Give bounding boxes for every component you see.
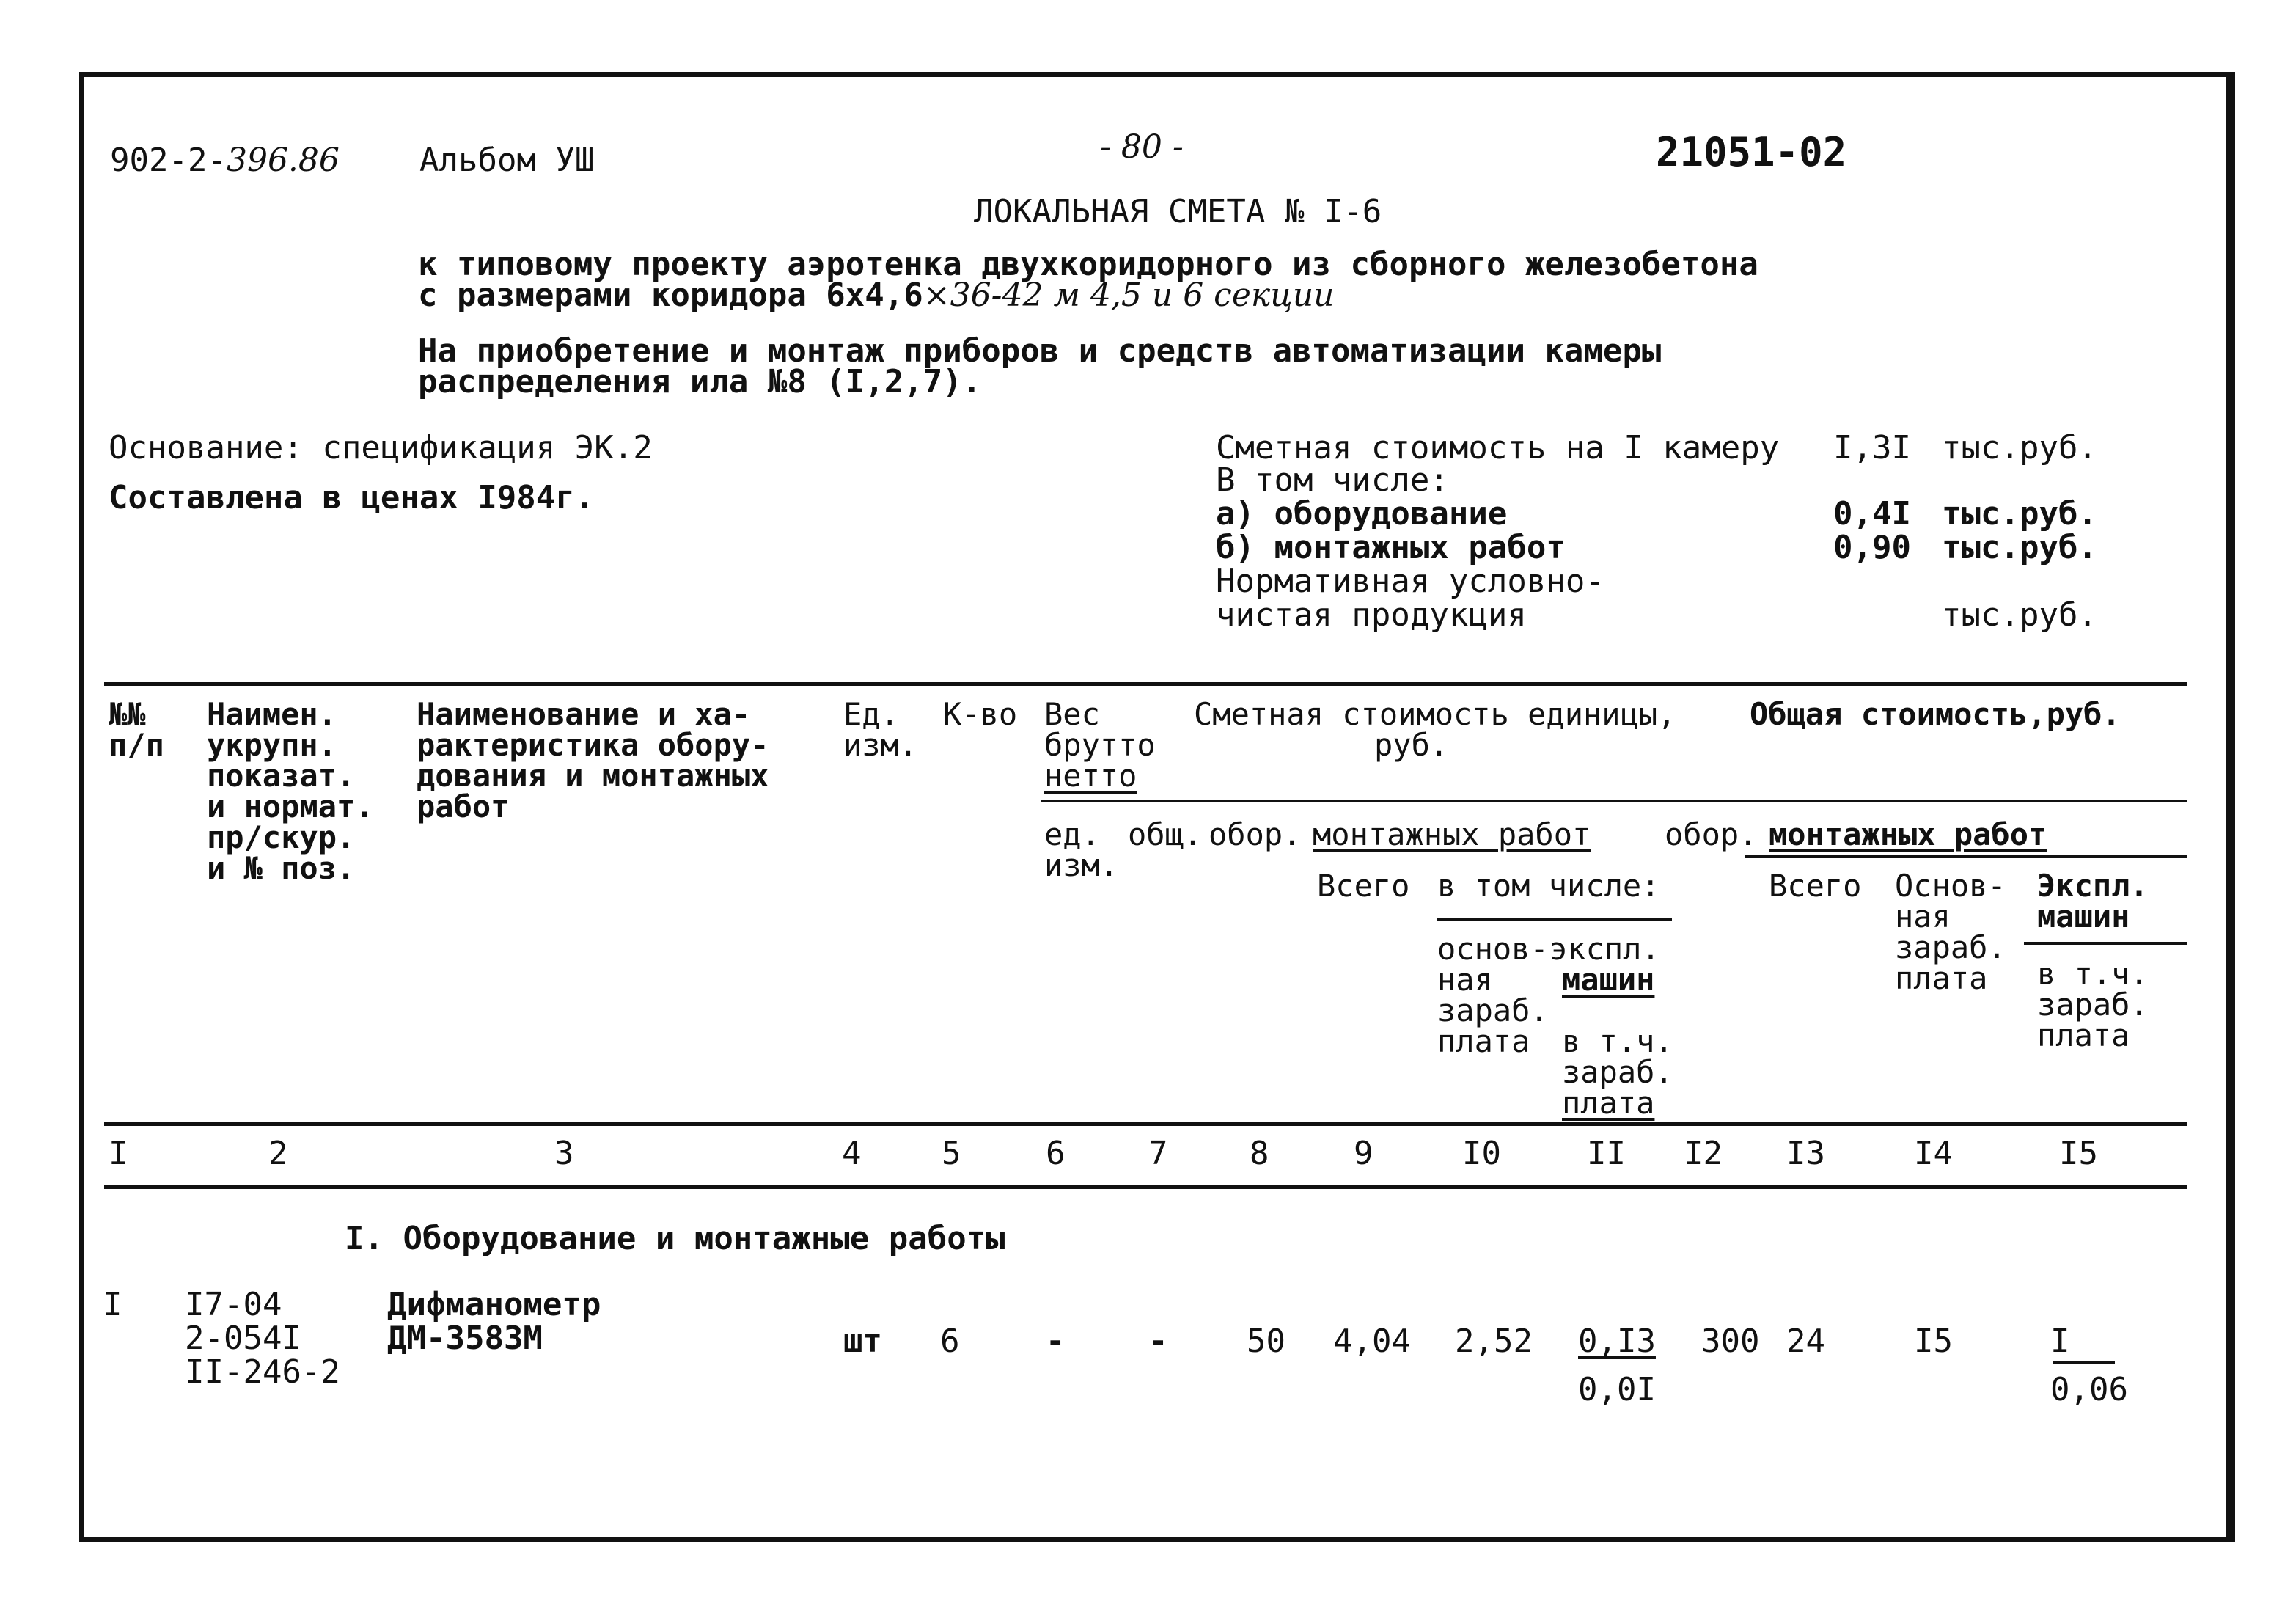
header-vtch-2-line1: в т.ч. [2037, 956, 2149, 992]
column-numbers-bottom-rule [104, 1185, 2187, 1189]
header-rule-total-mont [1745, 855, 2187, 858]
header-unit-cost-line1: Сметная стоимость единицы, [1194, 696, 1676, 732]
col-number-14: I4 [1914, 1135, 1953, 1172]
header-ed-izm-line1: ед. [1044, 816, 1100, 852]
purpose-line-2: распределения ила №8 (I,2,7). [418, 363, 982, 400]
header-weight-line3: нетто [1044, 758, 1137, 794]
header-mont-works-total: монтажных работ [1769, 816, 2047, 852]
row-ekspl-zp-total: 0,06 [2050, 1371, 2128, 1408]
subtitle-line-2: с размерами коридора 6х4,6×36-42 м 4,5 и 6 секции [418, 277, 1335, 314]
header-vtch-1-line1: в т.ч. [1562, 1023, 1673, 1059]
row-code-line3: II-246-2 [185, 1353, 340, 1391]
col-number-15: I5 [2059, 1135, 2098, 1172]
page-number: - 80 - [1100, 128, 1184, 166]
header-col2-line6: и № поз. [207, 850, 356, 886]
header-weight-line2: брутто [1044, 727, 1156, 763]
project-code: 902-2-396.86 [110, 142, 340, 179]
cost-equipment-label: а) оборудование [1216, 495, 1508, 533]
header-osnov-1-line1: основ- [1437, 931, 1549, 967]
header-osnov-2-line4: плата [1895, 960, 1988, 996]
header-mont-works: монтажных работ [1313, 816, 1591, 852]
cost-equipment-value: 0,4I [1833, 495, 1911, 533]
row-osnov-zp-total: I5 [1914, 1323, 1953, 1360]
col-number-8: 8 [1250, 1135, 1269, 1172]
row-number: I [103, 1286, 122, 1323]
cost-equipment-unit: тыс.руб. [1942, 495, 2097, 533]
col-number-9: 9 [1354, 1135, 1373, 1172]
basis-specification: Основание: спецификация ЭК.2 [109, 429, 653, 467]
col-number-11: II [1587, 1135, 1626, 1172]
row-name-line1: Дифманометр [387, 1286, 601, 1323]
table-top-rule [104, 682, 2187, 686]
col-number-12: I2 [1684, 1135, 1723, 1172]
cost-including: В том числе: [1216, 461, 1449, 499]
album-label: Альбом УШ [419, 142, 595, 179]
header-rule-ekspl [2024, 942, 2187, 945]
header-obor-total: обор. [1665, 816, 1758, 852]
document-title: ЛОКАЛЬНАЯ СМЕТА № I-6 [974, 193, 1382, 230]
col-number-10: I0 [1462, 1135, 1501, 1172]
header-col3-line3: дования и монтажных [417, 758, 769, 794]
header-col4-line1: Ед. [843, 696, 899, 732]
row-ekspl-total: I [2050, 1323, 2070, 1360]
normative-label-2: чистая продукция [1216, 596, 1527, 634]
col-number-3: 3 [554, 1135, 574, 1172]
section-title: I. Оборудование и монтажные работы [345, 1220, 1005, 1257]
row-ekspl-total-underline [2053, 1361, 2115, 1364]
header-obshch: общ. [1128, 816, 1203, 852]
subtitle-line-1: к типовому проекту аэротенка двухкоридорного из сборного железобетона [418, 246, 1758, 283]
normative-label-1: Нормативная условно- [1216, 563, 1604, 600]
header-unit-cost-line2: руб. [1374, 727, 1449, 763]
purpose-line-1: На приобретение и монтаж приборов и средств автоматизации камеры [418, 332, 1662, 370]
header-col2-line4: и нормат. [207, 789, 374, 824]
cost-total-value: I,3I [1833, 429, 1911, 467]
header-col3-line1: Наименование и ха- [417, 696, 751, 732]
row-osnov-zp: 2,52 [1455, 1323, 1533, 1360]
header-ekspl-1: экспл. [1549, 931, 1660, 967]
header-osnov-1-line3: зараб. [1437, 992, 1549, 1028]
header-col3-line4: работ [417, 789, 510, 824]
header-col3-line2: рактеристика обору- [417, 727, 769, 763]
header-rule-subcolumns [1041, 800, 2187, 802]
basis-prices: Составлена в ценах I984г. [109, 479, 595, 516]
header-col1-line2: п/п [109, 727, 164, 763]
cost-total-unit: тыс.руб. [1942, 429, 2097, 467]
header-rule-v-tom-chisle [1437, 918, 1672, 921]
row-name-line2: ДМ-3583М [387, 1320, 543, 1357]
row-code-line1: I7-04 [185, 1286, 282, 1323]
cost-installation-unit: тыс.руб. [1942, 529, 2097, 566]
header-ed-izm-line2: изм. [1044, 847, 1119, 883]
header-mashin-1: машин [1562, 962, 1655, 998]
header-col2-line5: пр/скур. [207, 819, 356, 855]
header-vtch-1-line2: зараб. [1562, 1054, 1673, 1090]
cost-installation-value: 0,90 [1833, 529, 1911, 566]
row-mont-all: 24 [1786, 1323, 1825, 1360]
row-obor-total: 300 [1701, 1323, 1760, 1360]
header-osnov-2-line2: ная [1895, 899, 1951, 934]
col-number-4: 4 [842, 1135, 862, 1172]
header-v-tom-chisle: в том числе: [1437, 868, 1660, 904]
header-osnov-1-line2: ная [1437, 962, 1493, 998]
header-vtch-2-line2: зараб. [2037, 987, 2149, 1023]
header-vtch-1-line3: плата [1562, 1085, 1655, 1121]
header-osnov-1-line4: плата [1437, 1023, 1530, 1059]
row-mont-total: 4,04 [1333, 1323, 1411, 1360]
row-ekspl-mash: 0,I3 [1578, 1323, 1656, 1360]
normative-unit: тыс.руб. [1942, 596, 2097, 634]
header-weight-line1: Вес [1044, 696, 1100, 732]
header-mashin-2: машин [2037, 899, 2130, 934]
col-number-1: I [109, 1135, 128, 1172]
header-col1-line1: №№ [109, 696, 146, 732]
row-obor-unit: 50 [1247, 1323, 1285, 1360]
col-number-13: I3 [1786, 1135, 1825, 1172]
header-obor: обор. [1208, 816, 1302, 852]
header-osnov-2-line3: зараб. [1895, 929, 2006, 965]
row-brutto: - [1046, 1323, 1066, 1360]
document-number: 21051-02 [1656, 129, 1847, 175]
header-col2-line2: укрупн. [207, 727, 337, 763]
table-header-bottom-rule [104, 1122, 2187, 1126]
header-osnov-2-line1: Основ- [1895, 868, 2006, 904]
row-ekspl-zp: 0,0I [1578, 1371, 1656, 1408]
row-unit: шт [843, 1323, 882, 1360]
col-number-7: 7 [1148, 1135, 1168, 1172]
row-code-line2: 2-054I [185, 1320, 301, 1357]
header-ekspl-2: Экспл. [2037, 868, 2149, 904]
header-col2-line1: Наимен. [207, 696, 337, 732]
header-col2-line3: показат. [207, 758, 356, 794]
cost-installation-label: б) монтажных работ [1216, 529, 1566, 566]
row-netto: - [1148, 1323, 1168, 1360]
col-number-5: 5 [942, 1135, 961, 1172]
cost-total-label: Сметная стоимость на I камеру [1216, 429, 1780, 467]
col-number-6: 6 [1046, 1135, 1066, 1172]
header-col5: К-во [943, 696, 1018, 732]
col-number-2: 2 [268, 1135, 288, 1172]
header-vtch-2-line3: плата [2037, 1017, 2130, 1053]
header-vsego-total: Всего [1769, 868, 1862, 904]
header-total-cost: Общая стоимость,руб. [1750, 696, 2121, 732]
header-vsego: Всего [1317, 868, 1410, 904]
row-quantity: 6 [940, 1323, 960, 1360]
header-col4-line2: изм. [843, 727, 918, 763]
